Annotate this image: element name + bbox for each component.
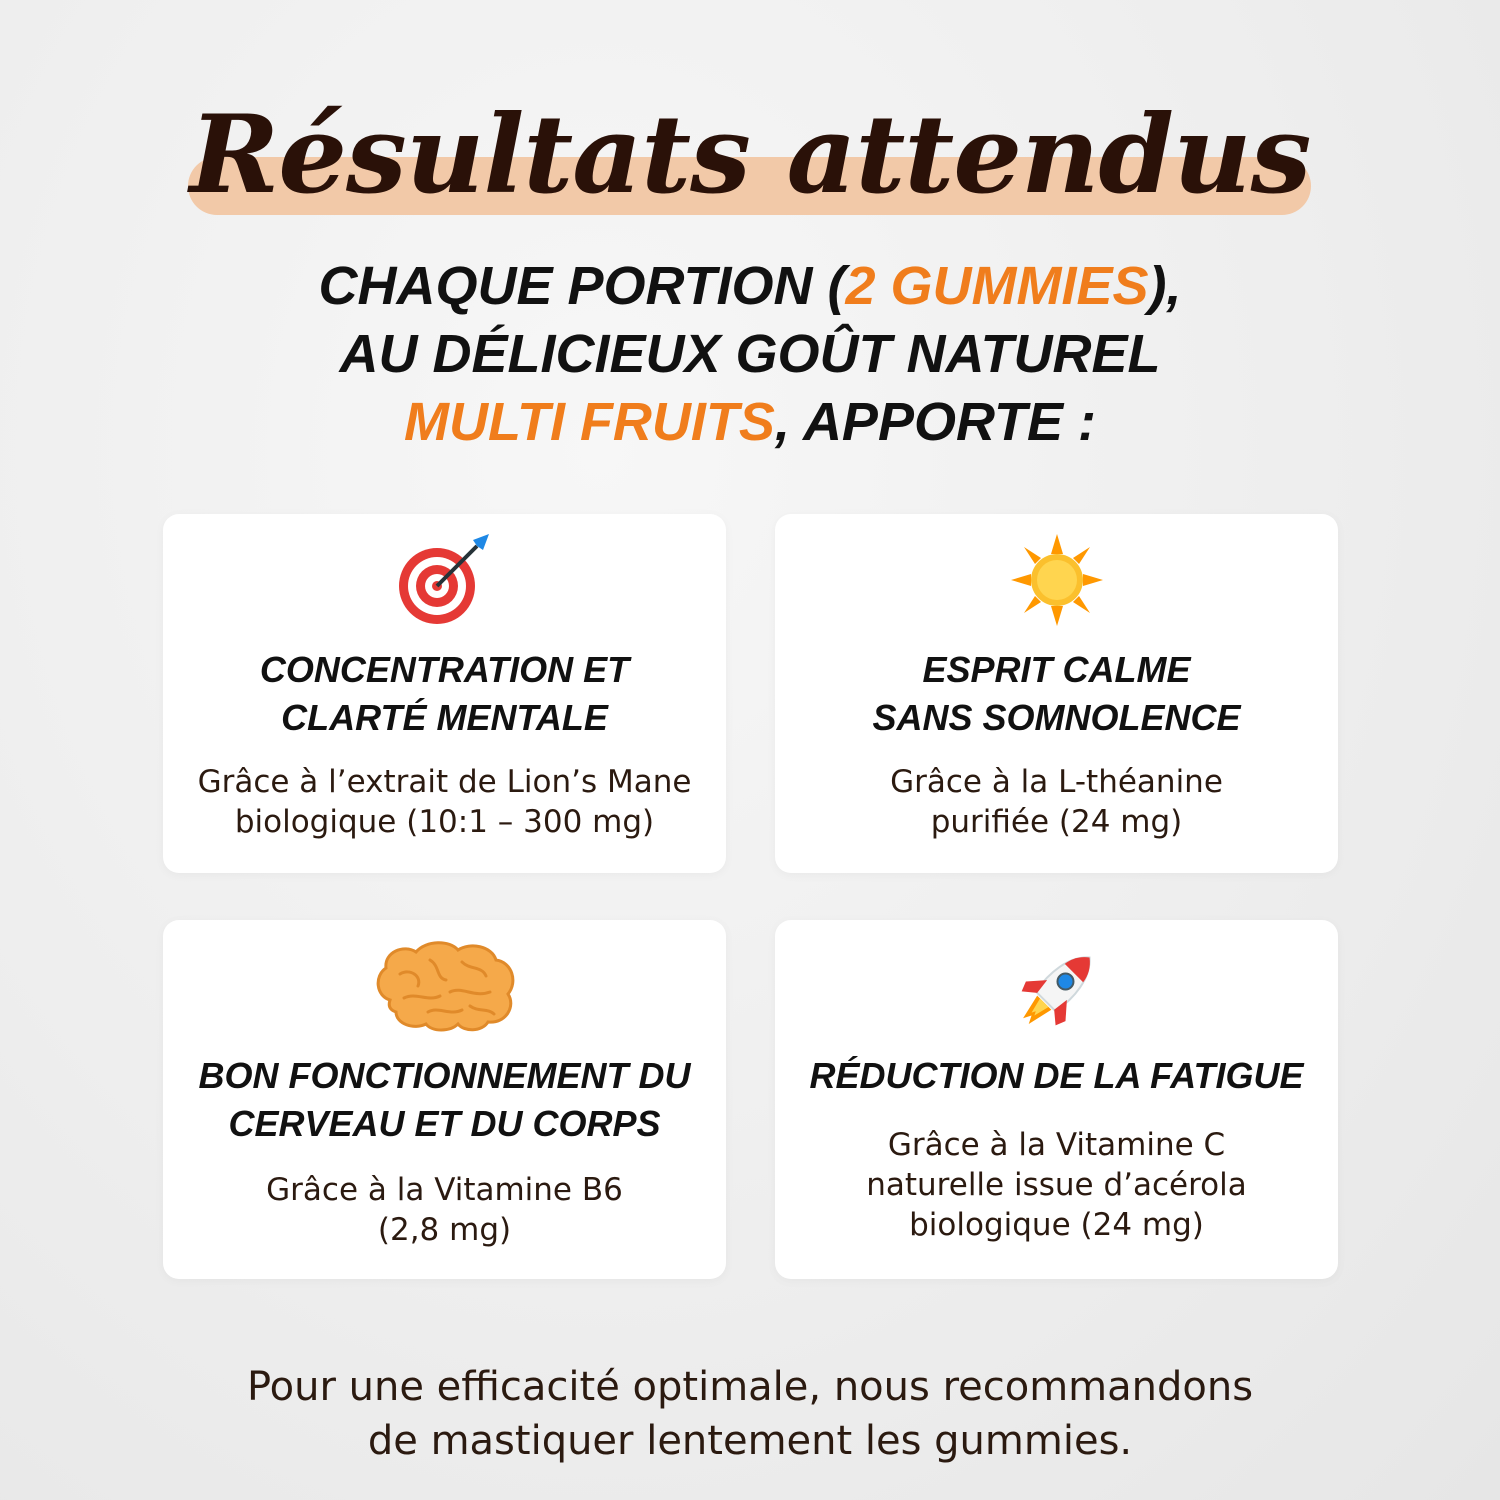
card-title-line: RÉDUCTION DE LA FATIGUE: [809, 1055, 1304, 1096]
card-text-line: Grâce à l’extrait de Lion’s Mane: [197, 764, 692, 800]
subtitle-accent-fruits: MULTI FRUITS: [404, 392, 775, 452]
card-description: [173, 762, 716, 842]
card-title: [173, 1052, 716, 1148]
card-description: [173, 1170, 716, 1250]
card-title-line: CERVEAU ET DU CORPS: [228, 1103, 661, 1144]
subtitle-line-1: [0, 252, 1500, 320]
benefit-card-calm: [775, 514, 1338, 873]
subtitle-text: , APPORTE :: [774, 392, 1096, 452]
subtitle: [0, 252, 1500, 456]
card-text-line: (2,8 mg): [377, 1212, 512, 1248]
card-text-line: biologique (24 mg): [909, 1207, 1204, 1243]
footer-line: Pour une efficacité optimale, nous recommandons: [246, 1364, 1254, 1410]
target-icon: [163, 530, 726, 630]
benefit-card-fatigue: [775, 920, 1338, 1279]
card-title-line: SANS SOMNOLENCE: [872, 697, 1241, 738]
benefit-card-concentration: [163, 514, 726, 873]
brain-icon: [163, 940, 726, 1038]
card-text-line: Grâce à la Vitamine C: [887, 1127, 1226, 1163]
card-text-line: Grâce à la L-théanine: [890, 764, 1223, 800]
card-description: [785, 1125, 1328, 1245]
card-title-line: ESPRIT CALME: [922, 649, 1191, 690]
subtitle-line-2: AU DÉLICIEUX GOÛT NATUREL: [339, 324, 1161, 384]
card-text-line: purifiée (24 mg): [930, 804, 1183, 840]
footer-line: de mastiquer lentement les gummies.: [367, 1418, 1133, 1464]
subtitle-accent-gummies: 2 GUMMIES: [845, 256, 1149, 316]
card-title: [785, 646, 1328, 742]
subtitle-text: CHAQUE PORTION (: [318, 256, 846, 316]
card-title: [173, 646, 716, 742]
card-title-line: CLARTÉ MENTALE: [281, 697, 608, 738]
page-title: Résultats attendus: [189, 92, 1311, 218]
title-area: [0, 80, 1500, 230]
subtitle-text: ),: [1148, 256, 1182, 316]
card-description: [785, 762, 1328, 842]
sun-icon: [775, 532, 1338, 632]
subtitle-line-3: [0, 388, 1500, 456]
card-text-line: naturelle issue d’acérola: [866, 1167, 1247, 1203]
card-title-line: CONCENTRATION ET: [259, 649, 630, 690]
footer-note: [0, 1360, 1500, 1468]
card-text-line: biologique (10:1 – 300 mg): [234, 804, 655, 840]
card-title: [785, 1052, 1328, 1100]
card-title-line: BON FONCTIONNEMENT DU: [198, 1055, 691, 1096]
card-text-line: Grâce à la Vitamine B6: [266, 1172, 623, 1208]
benefit-card-brain: [163, 920, 726, 1279]
rocket-icon: [775, 940, 1338, 1042]
